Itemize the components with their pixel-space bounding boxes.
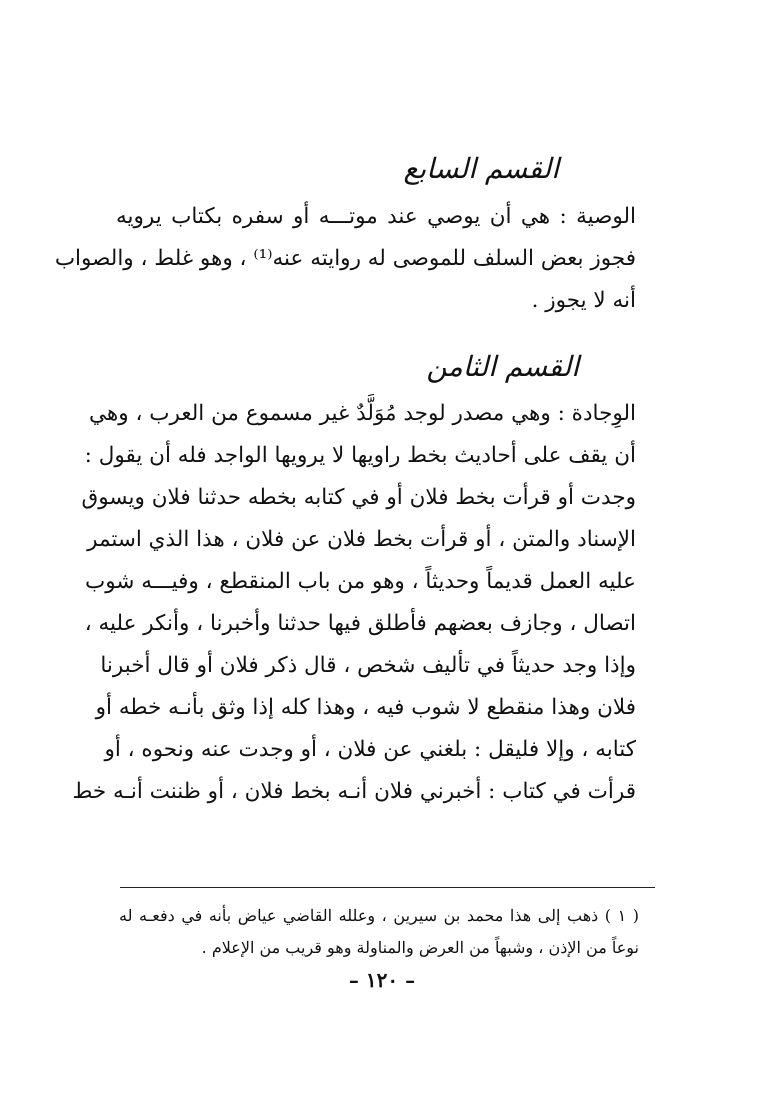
footnote <box>119 900 639 964</box>
section-heading-seventh: القسم السابع <box>403 152 559 185</box>
text-line: الوِجادة : وهي مصدر لوجد مُوَلَّدٌ غير مسموع من العرب ، وهي <box>88 401 636 426</box>
text-line: كتابه ، وإلا فليقل : بلغني عن فلان ، أو وجدت عنه ونحوه ، أو <box>104 737 636 762</box>
text-line: وجدت أو قرأت بخط فلان أو في كتابه بخطه حدثنا فلان ويسوق <box>81 485 636 510</box>
page-number: – ١٢٠ – <box>348 968 416 992</box>
text-line: عليه العمل قديماً وحديثاً ، وهو من باب المنقطع ، وفيـــه شوب <box>85 569 636 594</box>
section-heading-eighth: القسم الثامن <box>426 350 579 383</box>
text-line: أن يقف على أحاديث بخط راويها لا يرويها الواجد فله أن يقول : <box>84 443 636 468</box>
footnote-line: نوعاً من الإذن ، وشبهاً من العرض والمناولة وهو قريب من الإعلام . <box>201 938 639 957</box>
text-line: قرأت في كتاب : أخبرني فلان أنـه بخط فلان ، أو ظننت أنـه خط <box>72 779 636 804</box>
footnote-divider <box>120 887 655 888</box>
section-body-seventh <box>54 196 636 322</box>
footnote-line: ( ١ ) ذهب إلى هذا محمد بن سيرين ، وعلله القاضي عياض بأنه في دفعـه له <box>119 906 639 925</box>
text-line: فلان وهذا منقطع لا شوب فيه ، وهذا كله إذا وثق بأنـه خطه أو <box>95 695 636 720</box>
text-line: فجوز بعض السلف للموصى له روايته عنه⁽¹⁾ ، وهو غلط ، والصواب <box>54 246 636 271</box>
text-line: الإسناد والمتن ، أو قرأت بخط فلان عن فلان ، هذا الذي استمر <box>87 527 636 552</box>
section-body-eighth <box>72 393 636 813</box>
text-line: وإذا وجد حديثاً في تأليف شخص ، قال ذكر فلان أو قال أخبرنا <box>100 653 636 678</box>
text-line: اتصال ، وجازف بعضهم فأطلق فيها حدثنا وأخبرنا ، وأنكر عليه ، <box>84 611 636 636</box>
text-line: أنه لا يجوز . <box>531 288 636 313</box>
text-line: الوصية : هي أن يوصي عند موتـــه أو سفره بكتاب يرويه <box>116 204 636 229</box>
